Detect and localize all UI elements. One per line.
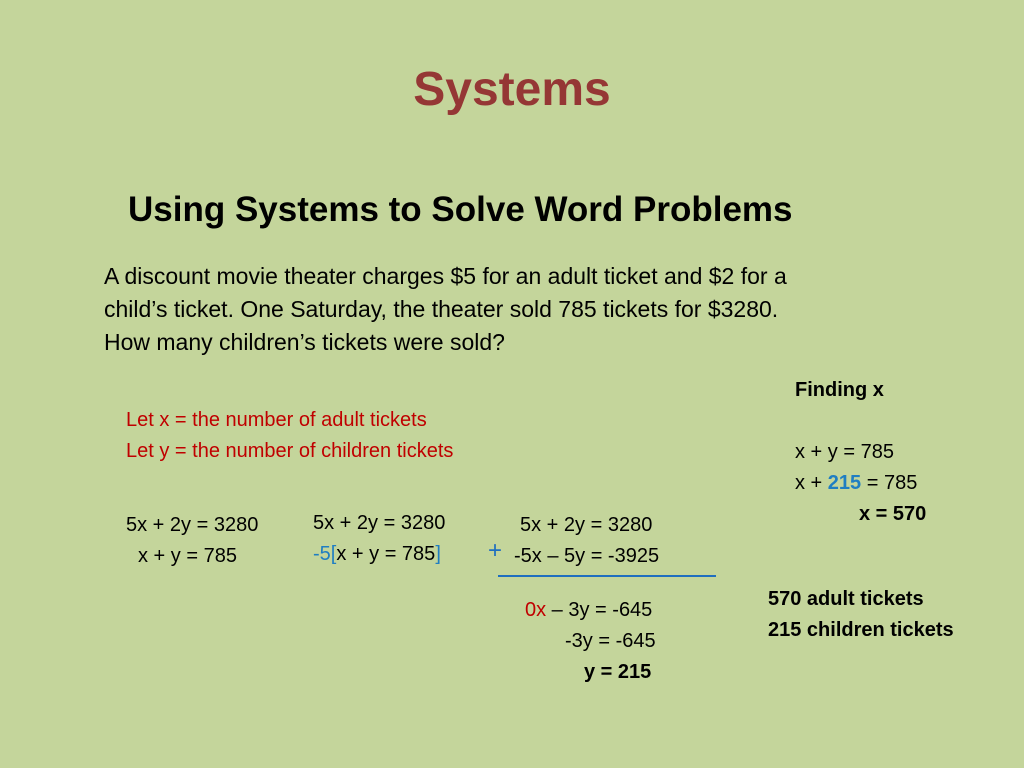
finding-x-eq1: x + y = 785	[795, 441, 894, 463]
elimination-step2: -3y = -645	[565, 630, 656, 652]
system2-eq2-line	[313, 539, 445, 570]
elimination-eq1: 5x + 2y = 3280	[520, 514, 653, 536]
system1-eq1: 5x + 2y = 3280	[126, 514, 259, 536]
substituted-y-value: 215	[827, 472, 862, 494]
x-answer: x = 570	[859, 503, 927, 525]
problem-line-2: child’s ticket. One Saturday, the theater sold 785 tickets for $3280.	[104, 296, 779, 322]
conclusion-children: 215 children tickets	[768, 619, 954, 641]
zero-x-term: 0x	[525, 599, 547, 621]
conclusion	[768, 584, 954, 646]
elimination-result	[525, 595, 656, 688]
finding-x-panel	[795, 375, 926, 530]
slide-title: Systems	[413, 63, 611, 116]
plus-sign: +	[488, 537, 503, 564]
slide-subtitle: Using Systems to Solve Word Problems	[128, 190, 793, 229]
y-answer: y = 215	[584, 661, 652, 683]
finding-x-eq2-line	[795, 468, 926, 499]
multiplier: -5[	[313, 543, 337, 565]
system-multiplied	[313, 508, 445, 570]
finding-x-eq2-prefix: x +	[795, 472, 828, 494]
problem-statement	[104, 260, 904, 359]
problem-line-3: How many children’s tickets were sold?	[104, 329, 505, 355]
system1-eq2: x + y = 785	[138, 545, 237, 567]
multiplier-close: ]	[435, 543, 441, 565]
system2-eq1: 5x + 2y = 3280	[313, 512, 446, 534]
finding-x-heading: Finding x	[795, 379, 884, 401]
sum-line	[498, 575, 716, 577]
system2-eq2: x + y = 785	[336, 543, 436, 565]
result-rest: – 3y = -645	[546, 599, 653, 621]
finding-x-eq2-suffix: = 785	[861, 472, 918, 494]
variable-y-definition: Let y = the number of children tickets	[126, 440, 454, 462]
system-original	[126, 510, 258, 572]
elimination-eq2: -5x – 5y = -3925	[514, 545, 660, 567]
variable-definitions	[126, 405, 453, 467]
elimination-setup	[514, 510, 659, 572]
variable-x-definition: Let x = the number of adult tickets	[126, 409, 427, 431]
problem-line-1: A discount movie theater charges $5 for an adult ticket and $2 for a	[104, 263, 787, 289]
conclusion-adult: 570 adult tickets	[768, 588, 924, 610]
elimination-result-line	[525, 595, 656, 626]
